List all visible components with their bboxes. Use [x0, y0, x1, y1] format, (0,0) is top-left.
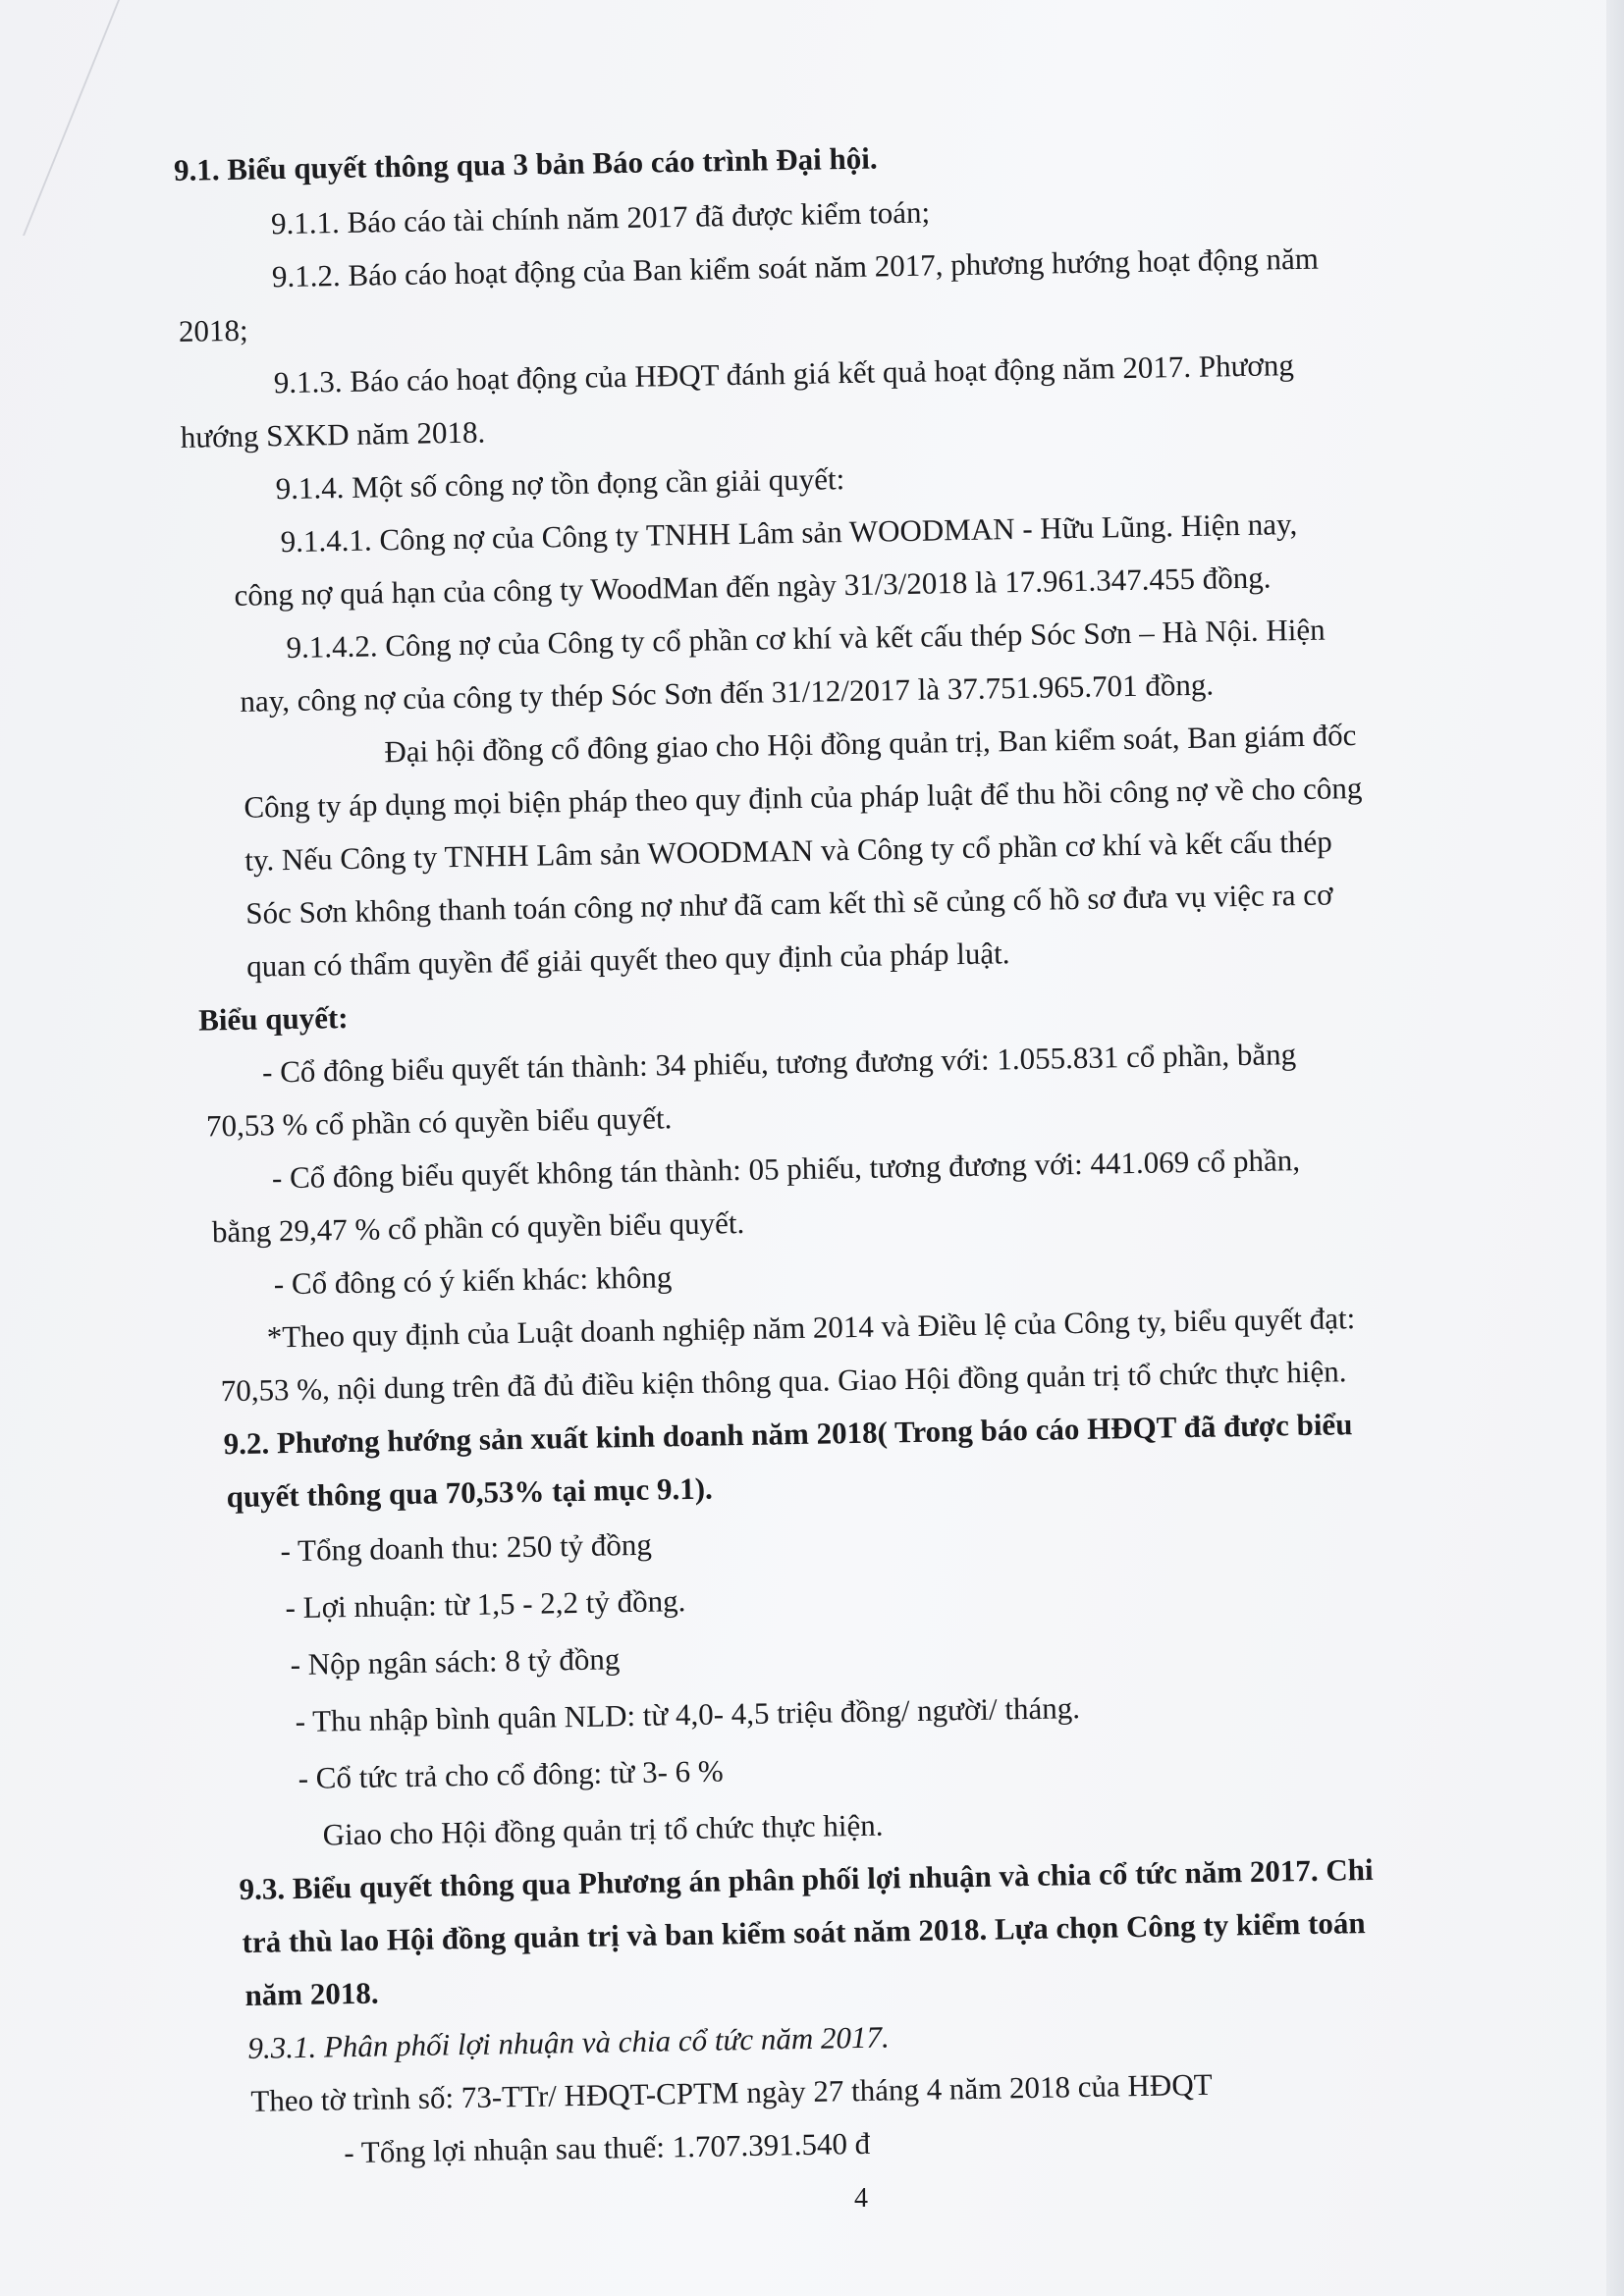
vote-heading: Biểu quyết: [197, 999, 349, 1038]
item-9-1-2-cont: 2018; [178, 312, 248, 348]
plan-income: - Thu nhập bình quân NLD: từ 4,0- 4,5 triệu đồng/ người/ tháng. [295, 1690, 1081, 1739]
vote-reject-cont: bằng 29,47 % cổ phần có quyền biểu quyết. [211, 1204, 745, 1250]
profit-after-tax: - Tổng lợi nhuận sau thuế: 1.707.391.540 đ [344, 2125, 871, 2170]
plan-assign: Giao cho Hội đồng quản trị tổ chức thực hiện. [322, 1807, 884, 1852]
plan-budget: - Nộp ngân sách: 8 tỷ đồng [290, 1641, 621, 1682]
vote-note: *Theo quy định của Luật doanh nghiệp năm 2014 và Điều lệ của Công ty, biểu quyết đạt: [266, 1301, 1356, 1355]
heading-9-3-cont: năm 2018. [244, 1975, 379, 2012]
page-number: 4 [854, 2183, 868, 2214]
item-9-1-4-2: 9.1.4.2. Công nợ của Công ty cổ phần cơ khí và kết cấu thép Sóc Sơn – Hà Nội. Hiện [286, 612, 1326, 666]
submission-ref: Theo tờ trình số: 73-TTr/ HĐQT-CPTM ngày 27 tháng 4 năm 2018 của HĐQT [250, 2066, 1213, 2118]
heading-9-2: 9.2. Phương hướng sản xuất kinh doanh năm 2018( Trong báo cáo HĐQT đã được biểu [223, 1407, 1353, 1462]
item-9-1-4-2-cont: nay, công nợ của công ty thép Sóc Sơn đến 31/12/2017 là 37.751.965.701 đồng. [240, 667, 1215, 719]
item-9-1-3: 9.1.3. Báo cáo hoạt động của HĐQT đánh giá kết quả hoạt động năm 2017. Phương [273, 347, 1295, 400]
item-9-1-4-1-cont: công nợ quá hạn của công ty WoodMan đến ngày 31/3/2018 là 17.961.347.455 đồng. [234, 560, 1272, 613]
heading-9-3-1: 9.3.1. Phân phối lợi nhuận và chia cổ tức năm 2017. [247, 2019, 891, 2065]
paragraph-line: Đại hội đồng cổ đông giao cho Hội đồng quản trị, Ban kiểm soát, Ban giám đốc [384, 718, 1357, 770]
vote-approve: - Cổ đông biểu quyết tán thành: 34 phiếu, tương đương với: 1.055.831 cổ phần, bằng [261, 1037, 1297, 1090]
heading-9-2-cont: quyết thông qua 70,53% tại mục 9.1). [226, 1470, 714, 1515]
paragraph-line: Công ty áp dụng mọi biện pháp theo quy định của pháp luật để thu hồi công nợ về cho công [244, 770, 1363, 825]
item-9-1-4-1: 9.1.4.1. Công nợ của Công ty TNHH Lâm sản WOODMAN - Hữu Lũng. Hiện nay, [280, 507, 1298, 560]
heading-9-3-cont: trả thù lao Hội đồng quản trị và ban kiểm soát năm 2018. Lựa chọn Công ty kiểm toán [242, 1905, 1366, 1959]
plan-profit: - Lợi nhuận: từ 1,5 - 2,2 tỷ đồng. [285, 1583, 686, 1626]
plan-revenue: - Tổng doanh thu: 250 tỷ đồng [280, 1526, 653, 1569]
heading-9-3: 9.3. Biểu quyết thông qua Phương án phân phối lợi nhuận và chia cổ tức năm 2017. Chi [239, 1851, 1374, 1907]
plan-dividend: - Cổ tức trả cho cổ đông: từ 3- 6 % [298, 1753, 724, 1795]
item-9-1-2: 9.1.2. Báo cáo hoạt động của Ban kiểm soát năm 2017, phương hướng hoạt động năm [271, 240, 1320, 294]
heading-9-1: 9.1. Biểu quyết thông qua 3 bản Báo cáo trình Đại hội. [173, 140, 878, 187]
vote-note-cont: 70,53 %, nội dung trên đã đủ điều kiện thông qua. Giao Hội đồng quản trị tổ chức thực hiện. [220, 1354, 1347, 1409]
vote-approve-cont: 70,53 % cổ phần có quyền biểu quyết. [205, 1100, 673, 1144]
item-9-1-1: 9.1.1. Báo cáo tài chính năm 2017 đã được kiểm toán; [270, 194, 931, 241]
paragraph-line: quan có thẩm quyền để giải quyết theo quy định của pháp luật. [245, 935, 1010, 984]
vote-reject: - Cổ đông biểu quyết không tán thành: 05 phiếu, tương đương với: 441.069 cổ phần, [271, 1143, 1301, 1196]
paragraph-line: ty. Nếu Công ty TNHH Lâm sản WOODMAN và Công ty cổ phần cơ khí và kết cấu thép [244, 824, 1332, 878]
item-9-1-4: 9.1.4. Một số công nợ tồn đọng cần giải quyết: [275, 461, 845, 507]
item-9-1-3-cont: hướng SXKD năm 2018. [180, 414, 486, 454]
paragraph-line: Sóc Sơn không thanh toán công nợ như đã cam kết thì sẽ củng cố hồ sơ đưa vụ việc ra cơ [244, 877, 1333, 931]
vote-other: - Cổ đông có ý kiến khác: không [273, 1259, 673, 1302]
